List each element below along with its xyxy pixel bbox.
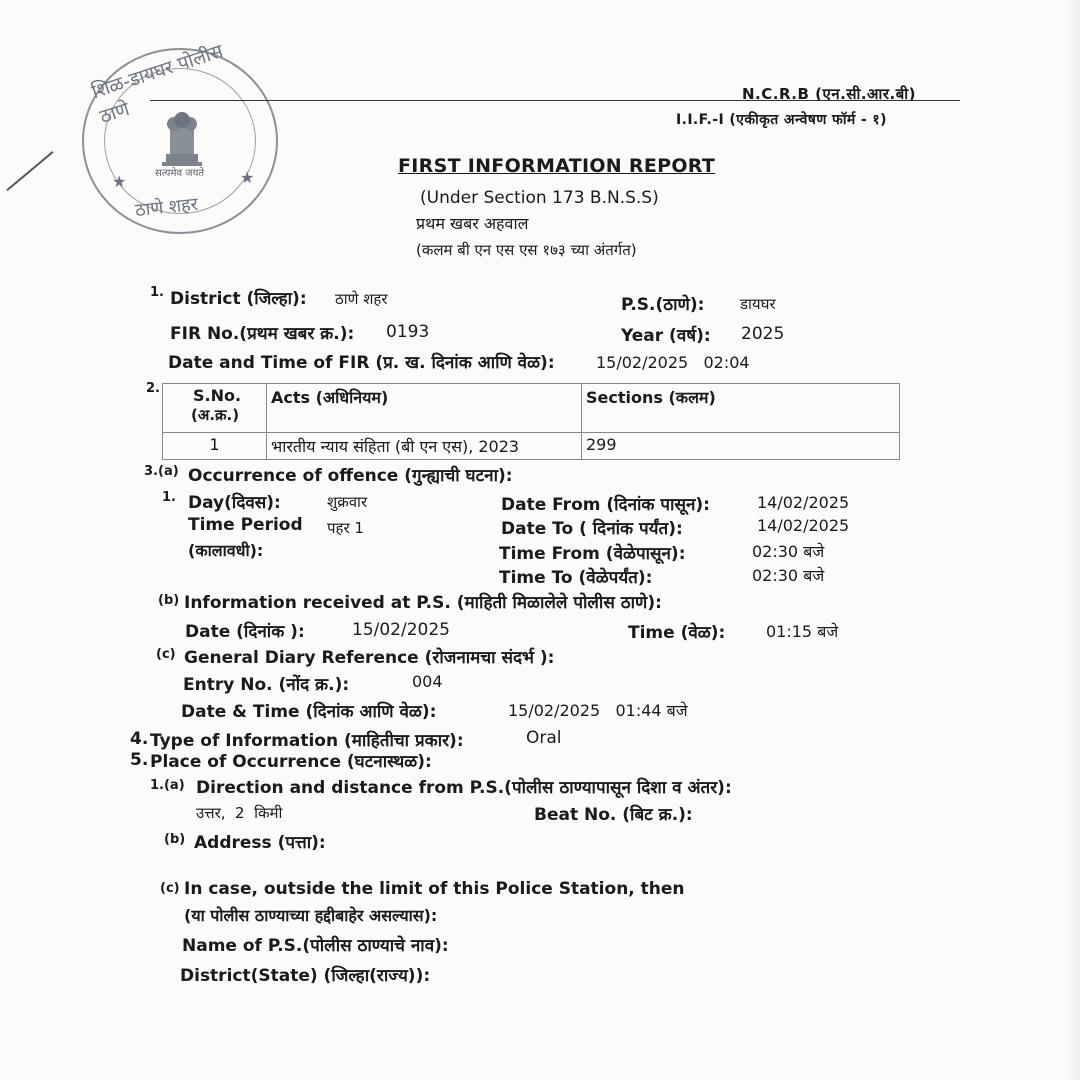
- date-to-value: 14/02/2025: [757, 516, 850, 535]
- iif-label: I.I.F.-I (एकीकृत अन्वेषण फॉर्म - १): [676, 112, 887, 128]
- page-title: FIRST INFORMATION REPORT: [398, 155, 716, 177]
- seal-motto: सत्यमेव जयते: [155, 168, 205, 179]
- info-time-value: 01:15 बजे: [766, 622, 839, 641]
- star-icon: ★: [112, 172, 127, 191]
- district-value: ठाणे शहर: [335, 290, 388, 308]
- fir-value: 0193: [386, 322, 430, 342]
- title-subtitle-en: (Under Section 173 B.N.S.S): [420, 188, 659, 208]
- date-from-value: 14/02/2025: [757, 493, 850, 512]
- gd-reference-label: General Diary Reference (रोजनामचा संदर्भ ):: [184, 648, 555, 668]
- section-number: 2.: [146, 381, 160, 396]
- gd-datetime-value: 15/02/2025 01:44 बजे: [508, 701, 688, 720]
- sub-label-b: (b): [164, 832, 186, 847]
- section-number: 3.: [144, 464, 158, 479]
- seal-bottom-text: ठाणे शहर: [134, 193, 199, 222]
- sno-header: S.No. (अ.क्र.): [163, 384, 267, 433]
- table-header-row: [163, 384, 900, 433]
- info-time-label: Time (वेळ):: [628, 623, 726, 643]
- time-from-label: Time From (वेळेपासून):: [499, 544, 686, 564]
- sub-number: 1.(a): [150, 778, 185, 793]
- page-edge-shadow: [1066, 0, 1080, 1080]
- date-from-label: Date From (दिनांक पासून):: [501, 495, 710, 515]
- fir-datetime-value: 15/02/2025 02:04: [596, 353, 750, 372]
- act-cell: भारतीय न्याय संहिता (बी एन एस), 2023: [267, 433, 582, 460]
- beat-no-label: Beat No. (बिट क्र.):: [534, 805, 693, 825]
- table-row: [163, 433, 900, 460]
- sub-number: 1.: [162, 490, 176, 505]
- outside-limit-label: In case, outside the limit of this Police Station, then: [184, 879, 685, 899]
- entry-no-label: Entry No. (नोंद क्र.):: [183, 675, 350, 695]
- seal-top-text: शिळ-डायघर पोलीस ठाणे: [89, 40, 226, 129]
- page-fold-mark: [6, 151, 53, 191]
- section-number: 1.: [150, 285, 164, 300]
- district-label: District (जिल्हा):: [170, 289, 307, 309]
- header-divider: [150, 100, 960, 101]
- type-of-info-label: Type of Information (माहितीचा प्रकार):: [150, 731, 464, 751]
- direction-distance-value: उत्तर, 2 किमी: [196, 804, 283, 822]
- ps-label: P.S.(ठाणे):: [621, 295, 705, 315]
- star-icon: ★: [240, 168, 255, 187]
- place-of-occurrence-label: Place of Occurrence (घटनास्थळ):: [150, 752, 432, 772]
- info-received-label: Information received at P.S. (माहिती मिळालेले पोलीस ठाणे):: [184, 593, 662, 613]
- year-label: Year (वर्ष):: [621, 326, 711, 346]
- entry-no-value: 004: [412, 672, 443, 691]
- sno-cell: 1: [163, 433, 267, 460]
- sub-label-a: (a): [158, 464, 179, 479]
- address-label: Address (पत्ता):: [194, 833, 326, 853]
- fir-label: FIR No.(प्रथम खबर क्र.):: [170, 324, 355, 344]
- gd-datetime-label: Date & Time (दिनांक आणि वेळ):: [181, 702, 437, 722]
- district-state-label: District(State) (जिल्हा(राज्य)):: [180, 966, 431, 986]
- section-number: 5.: [130, 750, 149, 770]
- day-value: शुक्रवार: [327, 493, 368, 511]
- time-period-value: पहर 1: [327, 519, 364, 537]
- page-fold-line: [0, 0, 72, 1]
- info-date-label: Date (दिनांक ):: [185, 622, 305, 642]
- info-date-value: 15/02/2025: [352, 620, 450, 640]
- type-of-info-value: Oral: [526, 728, 562, 748]
- ps-value: डायघर: [740, 295, 776, 313]
- section-number: 4.: [130, 729, 149, 749]
- year-value: 2025: [741, 324, 785, 344]
- direction-distance-label: Direction and distance from P.S.(पोलीस ठाण्यापासून दिशा व अंतर):: [196, 778, 732, 798]
- day-label: Day(दिवस):: [188, 493, 281, 513]
- acts-sections-table: [162, 383, 900, 460]
- emblem-icon: [152, 102, 212, 174]
- time-to-label: Time To (वेळेपर्यंत):: [499, 568, 653, 588]
- date-to-label: Date To ( दिनांक पर्यंत):: [501, 519, 683, 539]
- time-from-value: 02:30 बजे: [752, 542, 825, 561]
- fir-datetime-label: Date and Time of FIR (प्र. ख. दिनांक आणि वेळ):: [168, 353, 555, 373]
- sub-label-b: (b): [158, 593, 180, 608]
- section-cell: 299: [582, 433, 900, 460]
- ncrb-label: N.C.R.B (एन.सी.आर.बी): [742, 85, 917, 103]
- sub-label-c: (c): [160, 881, 180, 896]
- ps-name-label: Name of P.S.(पोलीस ठाण्याचे नाव):: [182, 936, 449, 956]
- time-period-label-mr: (कालावधी):: [188, 541, 264, 560]
- time-period-label: Time Period: [188, 515, 303, 535]
- acts-header: Acts (अधिनियम): [267, 384, 582, 433]
- time-to-value: 02:30 बजे: [752, 566, 825, 585]
- sub-label-c: (c): [156, 647, 176, 662]
- sections-header: Sections (कलम): [582, 384, 900, 433]
- occurrence-label: Occurrence of offence (गुन्ह्याची घटना):: [188, 466, 513, 486]
- title-subtitle-mr: प्रथम खबर अहवाल: [416, 214, 529, 233]
- outside-limit-label-mr: (या पोलीस ठाण्याच्या हद्दीबाहेर असल्यास):: [184, 906, 438, 925]
- title-subtitle-section: (कलम बी एन एस एस १७३ च्या अंतर्गत): [416, 241, 637, 259]
